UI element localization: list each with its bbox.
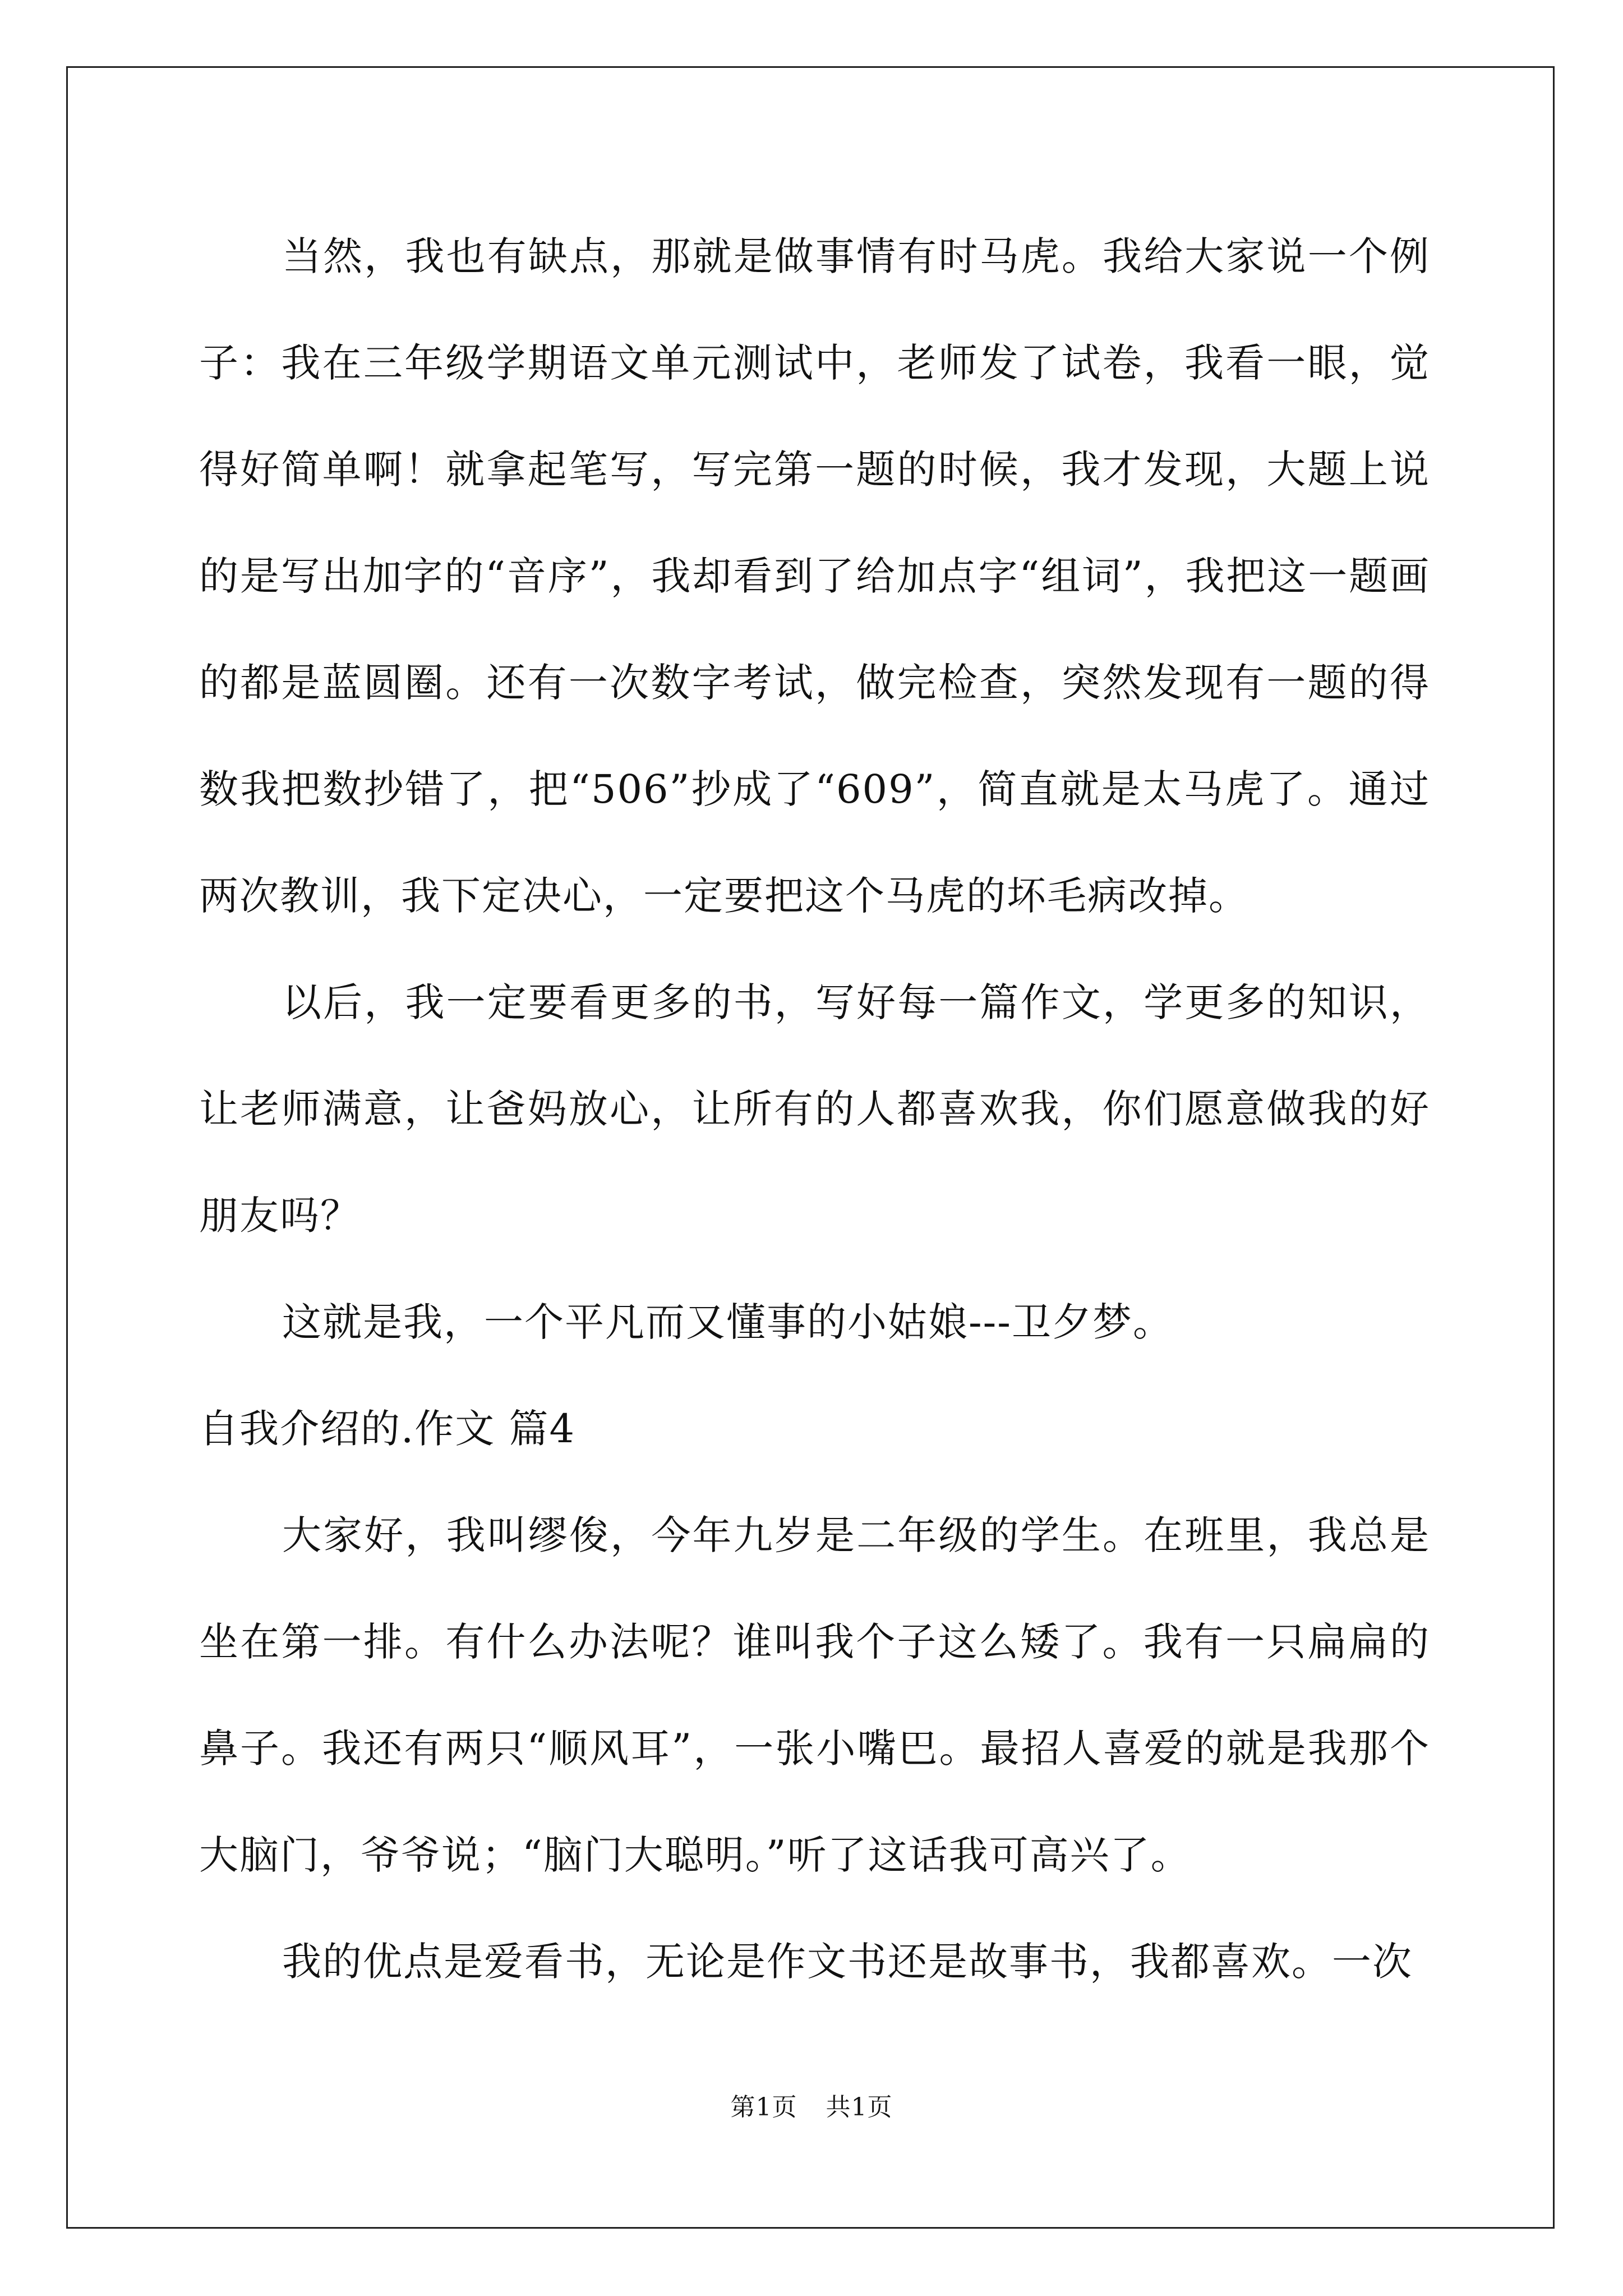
paragraph: 这就是我，一个平凡而又懂事的小姑娘---卫夕梦。: [282, 1299, 1173, 1345]
paragraph: 我的优点是爱看书，无论是作文书还是故事书，我都喜欢。一次: [282, 1939, 1413, 1985]
section-heading: 自我介绍的.作文 篇4: [199, 1406, 576, 1452]
page-total: 共1页: [826, 2093, 893, 2122]
page-footer: [0, 2087, 1623, 2123]
paragraph: 以后，我一定要看更多的书，写好每一篇作文，学更多的知识，让老师满意，让爸妈放心，让所有的人都喜欢我，你们愿意做我的好朋友吗？: [199, 979, 1430, 1239]
document-body: [199, 203, 1430, 2015]
paragraph: 大家好，我叫缪俊，今年九岁是二年级的学生。在班里，我总是坐在第一排。有什么办法呢？谁叫我个子这么矮了。我有一只扁扁的鼻子。我还有两只“顺风耳”，一张小嘴巴。最招人喜爱的就是我那个大脑门，爷爷说；“脑门大聪明。”听了这话我可高兴了。: [199, 1512, 1430, 1878]
page-number: 第1页: [730, 2093, 797, 2122]
paragraph: 当然，我也有缺点，那就是做事情有时马虎。我给大家说一个例子：我在三年级学期语文单元测试中，老师发了试卷，我看一眼，觉得好简单啊！就拿起笔写，写完第一题的时候，我才发现，大题上说的是写出加字的“音序”，我却看到了给加点字“组词”，我把这一题画的都是蓝圆圈。还有一次数字考试，做完检查，突然发现有一题的得数我把数抄错了，把“506”抄成了“609”，简直就是太马虎了。通过两次教训，我下定决心，一定要把这个马虎的坏毛病改掉。: [199, 233, 1430, 919]
